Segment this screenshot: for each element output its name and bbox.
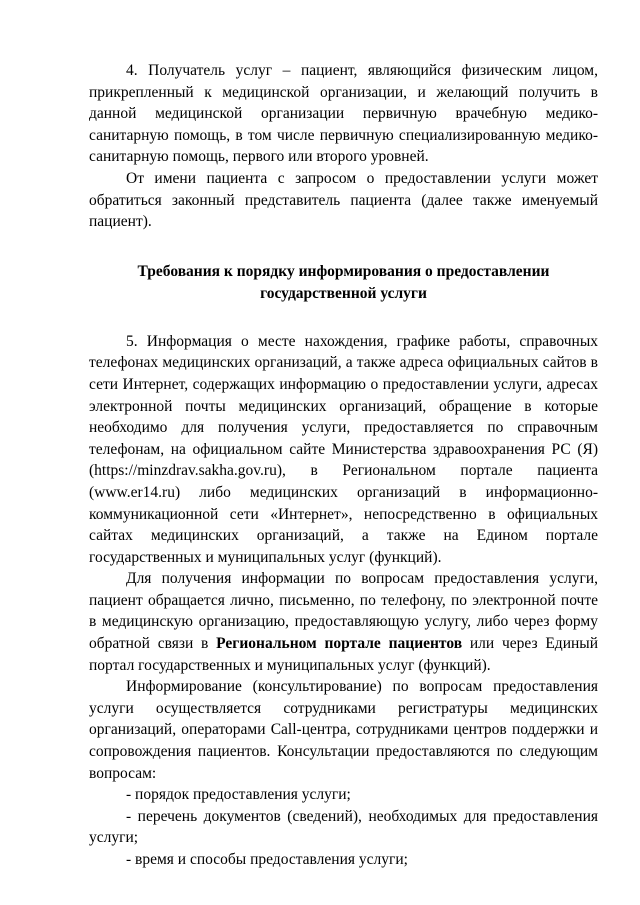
document-body <box>89 60 598 871</box>
paragraph-5: 5. Информация о месте нахождения, графике работы, справочных телефонах медицинских организаций, а также адреса официальных сайтов в сети Интернет, содержащих информацию о предоставлении услуги, адресах электронной почты медицинских организаций, обращение в которые необходимо для получения услуги, предоставляется по справочным телефонам, на официальном сайте Министерства здравоохранения РС (Я) (https://minzdrav.sakha.gov.ru), в Региональном портале пациента (www.er14.ru) либо медицинских организаций в информационно-коммуникационной сети «Интернет», непосредственно в официальных сайтах медицинских организаций, а также на Едином портале государственных и муниципальных услуг (функций). <box>89 332 598 566</box>
paragraph-4: 4. Получатель услуг – пациент, являющийся физическим лицом, прикрепленный к медицинской организации, и желающий получить в данной медицинской организации первичную врачебную медико-санитарную помощь, в том числе первичную специализированную медико-санитарную помощь, первого или второго уровней. <box>89 62 598 166</box>
section-heading-line-1: Требования к порядку информирования о предоставлении <box>137 262 550 280</box>
paragraph-4-representative: От имени пациента с запросом о предоставлении услуги может обратиться законный представитель пациента (далее также именуемый пациент). <box>89 169 598 231</box>
section-heading <box>89 261 598 305</box>
paragraph-info-request-text-2: или через Единый портал государственных и муниципальных услуг (функций). <box>89 635 598 674</box>
list-item: - порядок предоставления услуги; <box>126 786 351 804</box>
paragraph-consultation: Информирование (консультирование) по вопросам предоставления услуги осуществляется сотрудниками регистратуры медицинских организаций, операторами Call-центра, сотрудниками центров поддержки и сопровождения пациентов. Консультации предоставляются по следующим вопросам: <box>89 678 598 782</box>
paragraph-info-request-text-1: Для получения информации по вопросам предоставления услуги, пациент обращается лично, письменно, по телефону, по электронной почте в медицинскую организацию, предоставляющую услугу, либо через форму обратной связи в <box>89 570 598 653</box>
list-item: - время и способы предоставления услуги; <box>126 851 408 868</box>
list-item: - перечень документов (сведений), необходимых для предоставления услуги; <box>89 807 598 847</box>
section-heading-line-2: государственной услуги <box>260 284 427 302</box>
paragraph-info-request <box>89 568 598 676</box>
regional-portal-bold: Региональном портале пациентов <box>216 635 463 653</box>
